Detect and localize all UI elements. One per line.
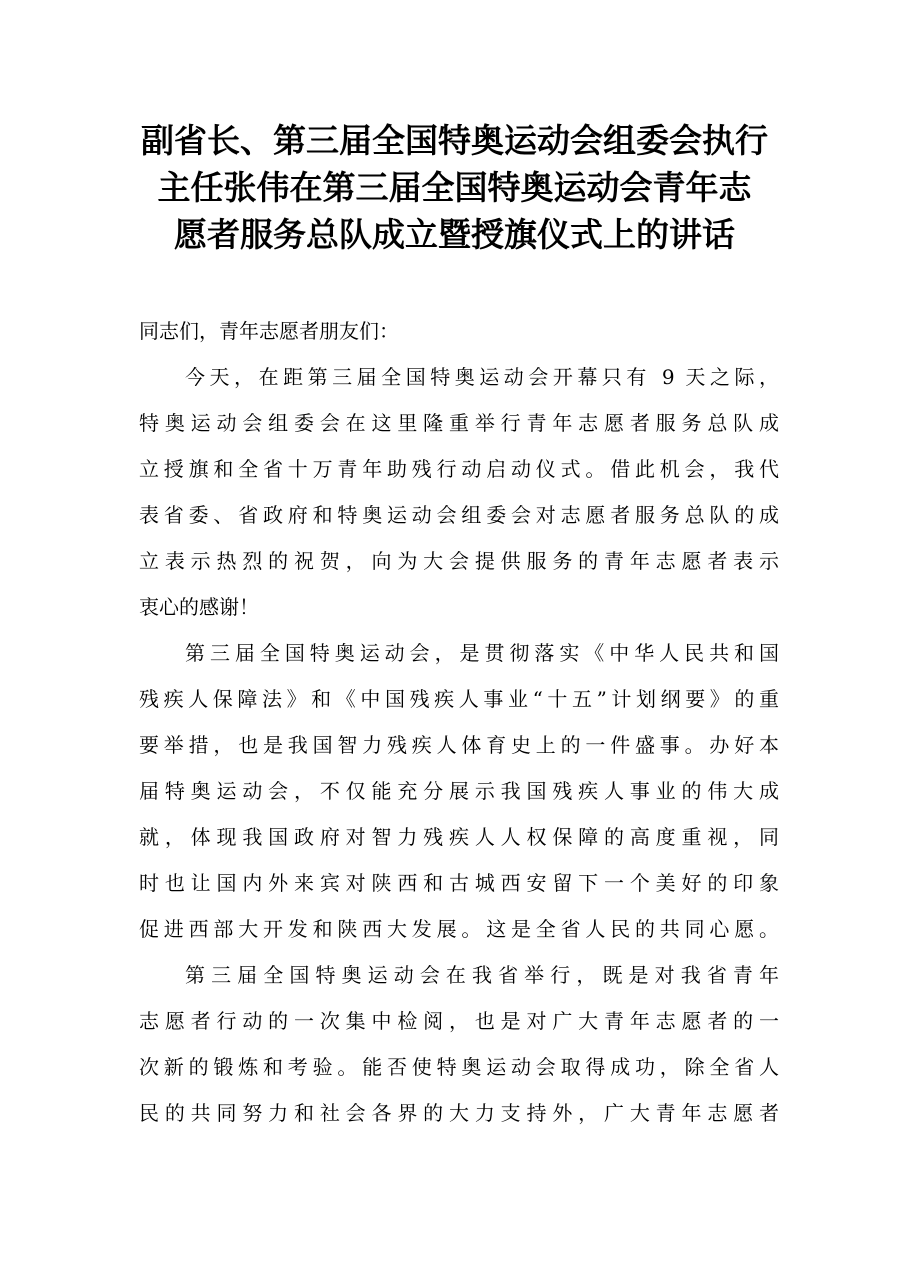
paragraph-line: 届特奥运动会，不仅能充分展示我国残疾人事业的伟大成 bbox=[139, 779, 779, 803]
paragraph-2 bbox=[139, 630, 779, 952]
document-body bbox=[139, 308, 779, 1136]
paragraph-line: 促进西部大开发和陕西大发展。这是全省人民的共同心愿。 bbox=[139, 917, 779, 941]
paragraph-line: 民的共同努力和社会各界的大力支持外，广大青年志愿者 bbox=[139, 1101, 779, 1125]
title-line: 副省长、第三届全国特奥运动会组委会执行 bbox=[141, 121, 768, 160]
paragraph-line: 特奥运动会组委会在这里隆重举行青年志愿者服务总队成 bbox=[139, 411, 779, 435]
paragraph-1 bbox=[139, 354, 779, 630]
paragraph-line: 第三届全国特奥运动会，是贯彻落实《中华人民共和国 bbox=[185, 641, 779, 665]
paragraph-line: 表省委、省政府和特奥运动会组委会对志愿者服务总队的成 bbox=[139, 503, 779, 527]
paragraph-line: 立表示热烈的祝贺，向为大会提供服务的青年志愿者表示 bbox=[139, 549, 779, 573]
paragraph-line: 时也让国内外来宾对陕西和古城西安留下一个美好的印象 bbox=[139, 871, 779, 895]
paragraph-line: 志愿者行动的一次集中检阅，也是对广大青年志愿者的一 bbox=[139, 1009, 779, 1033]
paragraph-3 bbox=[139, 952, 779, 1136]
paragraph-line: 今天，在距第三届全国特奥运动会开幕只有 9 天之际， bbox=[185, 365, 779, 389]
title-line: 主任张伟在第三届全国特奥运动会青年志 bbox=[157, 168, 752, 207]
paragraph-line: 次新的锻炼和考验。能否使特奥运动会取得成功，除全省人 bbox=[139, 1055, 779, 1079]
paragraph-line: 立授旗和全省十万青年助残行动启动仪式。借此机会，我代 bbox=[139, 457, 779, 481]
paragraph-line: 衷心的感谢！ bbox=[139, 595, 259, 619]
document-title bbox=[120, 117, 789, 258]
title-line: 愿者服务总队成立暨授旗仪式上的讲话 bbox=[174, 215, 735, 254]
paragraph-line: 第三届全国特奥运动会在我省举行，既是对我省青年 bbox=[185, 963, 779, 987]
salutation: 同志们，青年志愿者朋友们： bbox=[139, 319, 399, 343]
paragraph-line: 要举措，也是我国智力残疾人体育史上的一件盛事。办好本 bbox=[139, 733, 779, 757]
paragraph-line: 残疾人保障法》和《中国残疾人事业“十五”计划纲要》的重 bbox=[139, 687, 779, 711]
paragraph-line: 就，体现我国政府对智力残疾人人权保障的高度重视，同 bbox=[139, 825, 779, 849]
